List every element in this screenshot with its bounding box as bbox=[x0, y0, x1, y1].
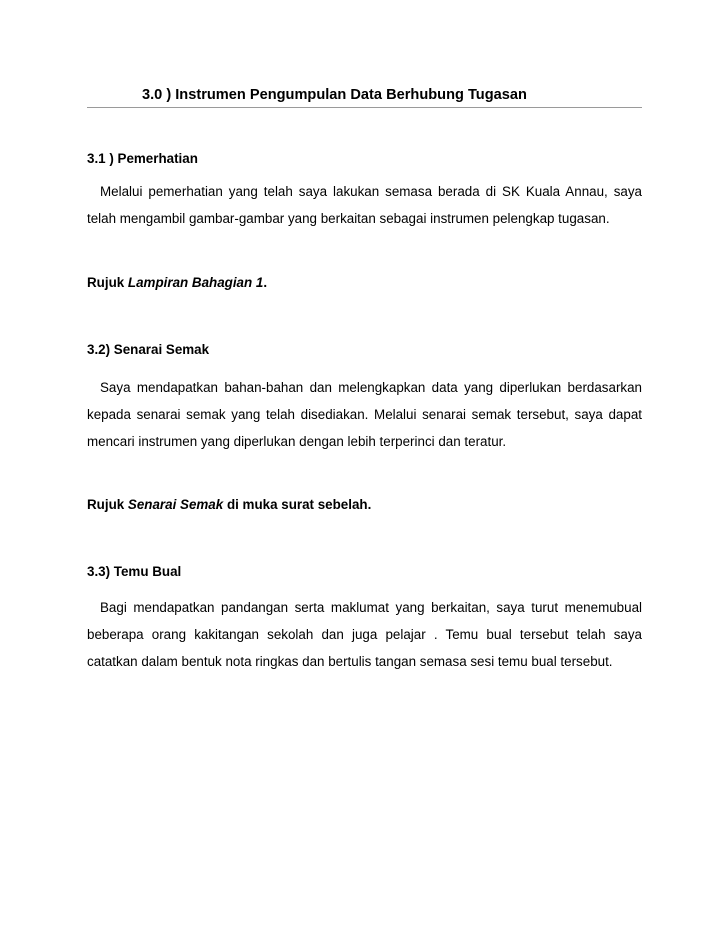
document-title: 3.0 ) Instrumen Pengumpulan Data Berhubung Tugasan bbox=[142, 87, 527, 103]
reference-emphasis: Senarai Semak bbox=[127, 497, 224, 512]
reference-prefix: Rujuk bbox=[87, 497, 128, 512]
section-paragraph-senarai-semak: Saya mendapatkan bahan-bahan dan melengkapkan data yang diperlukan berdasarkan kepada senarai semak yang telah disediakan. Melalui senarai semak tersebut, saya dapat mencari instrumen yang diperlukan dengan lebih terperinci dan teratur. bbox=[87, 380, 642, 449]
section-reference-senarai-semak bbox=[87, 497, 371, 512]
section-heading-pemerhatian: 3.1 ) Pemerhatian bbox=[87, 151, 198, 166]
section-reference-pemerhatian bbox=[87, 275, 267, 290]
section-paragraph-pemerhatian: Melalui pemerhatian yang telah saya lakukan semasa berada di SK Kuala Annau, saya telah mengambil gambar-gambar yang berkaitan sebagai instrumen pelengkap tugasan. bbox=[87, 184, 642, 226]
section-heading-senarai-semak: 3.2) Senarai Semak bbox=[87, 342, 210, 357]
reference-emphasis: Lampiran Bahagian 1 bbox=[127, 275, 264, 290]
reference-suffix: di muka surat sebelah. bbox=[223, 497, 372, 512]
reference-prefix: Rujuk bbox=[87, 275, 128, 290]
section-paragraph-temu-bual: Bagi mendapatkan pandangan serta maklumat yang berkaitan, saya turut menemubual beberapa orang kakitangan sekolah dan juga pelajar . Temu bual tersebut telah saya catatkan dalam bentuk nota ringkas dan bertulis tangan semasa sesi temu bual tersebut. bbox=[87, 600, 642, 669]
section-heading-temu-bual: 3.3) Temu Bual bbox=[87, 564, 182, 579]
title-underline-divider bbox=[87, 107, 642, 108]
reference-suffix: . bbox=[263, 275, 268, 290]
